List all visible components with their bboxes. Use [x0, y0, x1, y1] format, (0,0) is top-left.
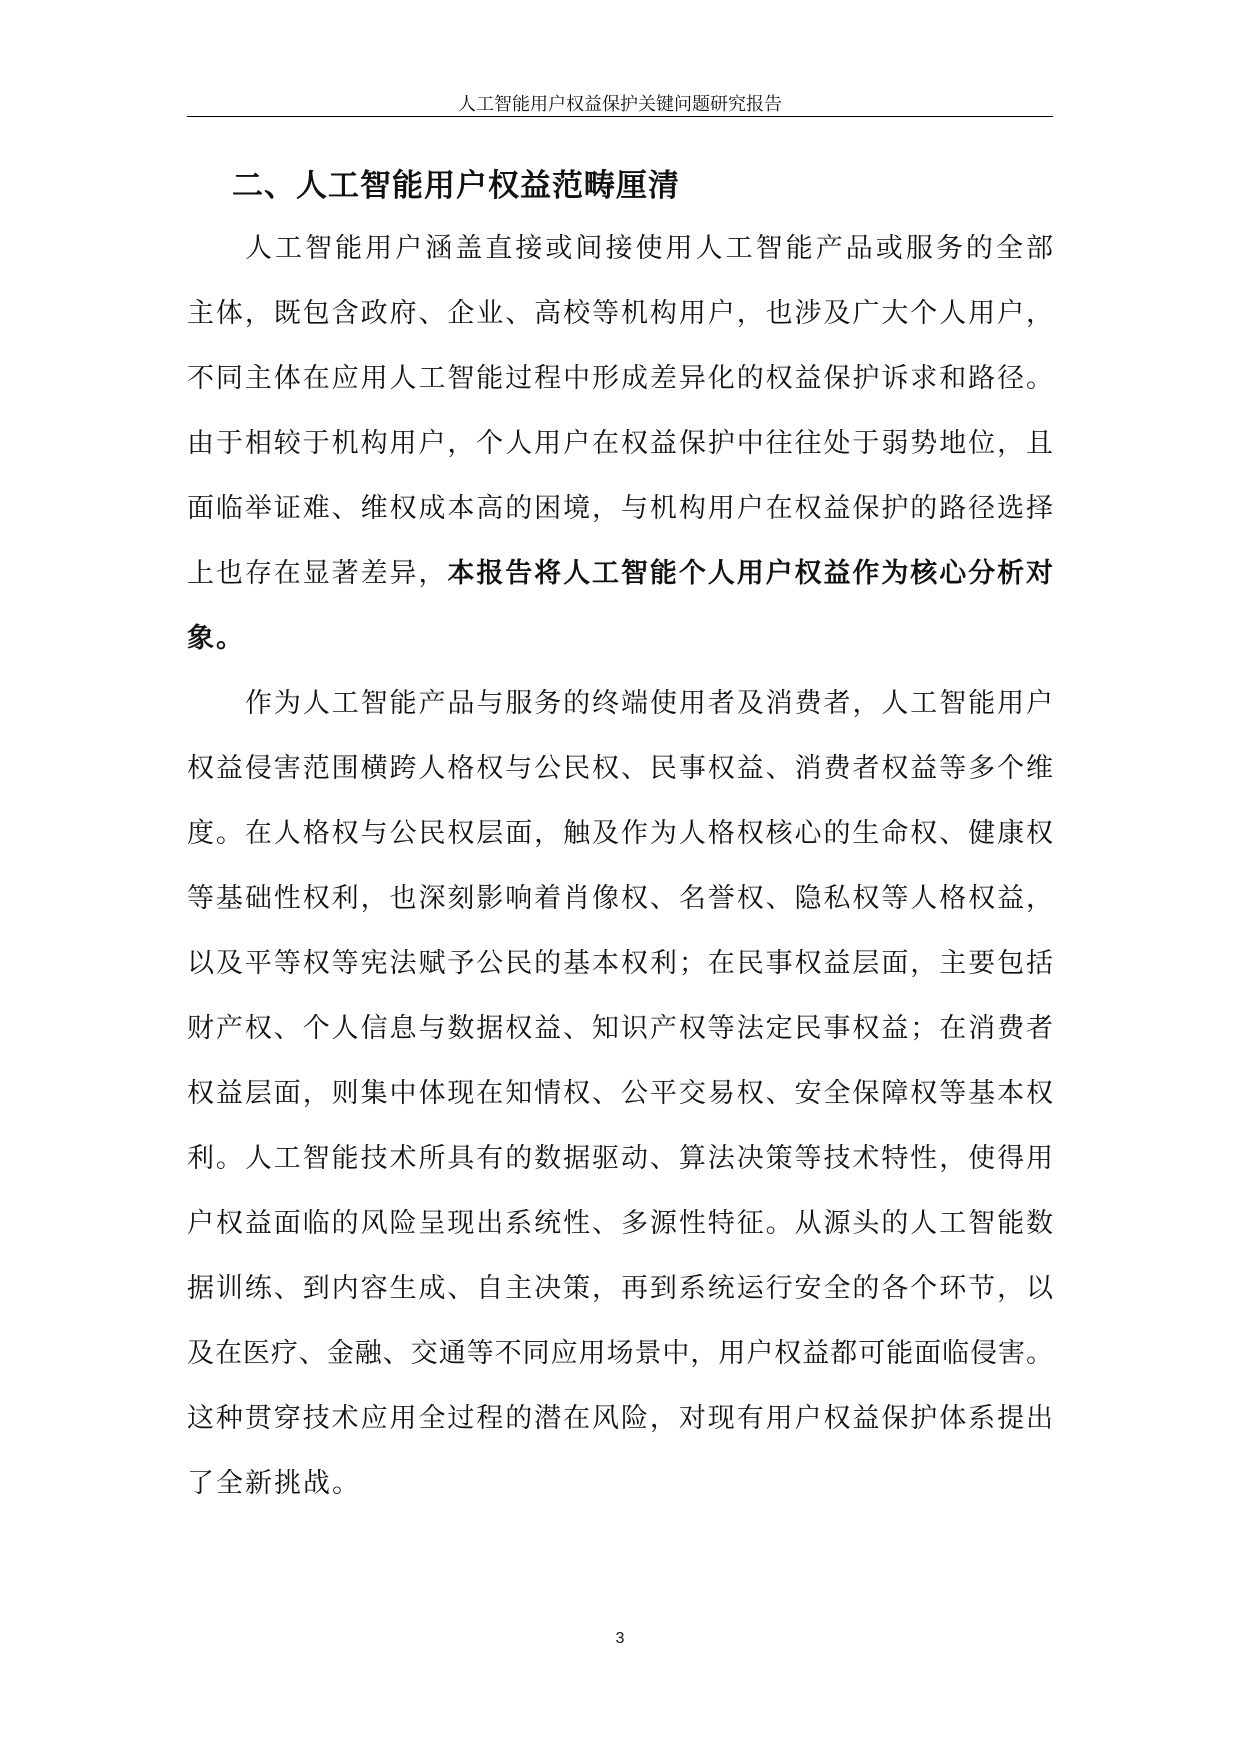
text-line [187, 1256, 1053, 1321]
text-line [187, 1321, 1053, 1386]
page-number: 3 [615, 1630, 625, 1647]
text-line [187, 736, 1053, 801]
text-run: 由于相较于机构用户，个人用户在权益保护中往往处于弱势地位，且 [187, 428, 1053, 459]
section-heading: 二、人工智能用户权益范畴厘清 [232, 168, 680, 204]
text-line [187, 476, 1053, 541]
text-line [187, 671, 1053, 736]
text-run: 据训练、到内容生成、自主决策，再到系统运行安全的各个环节，以 [187, 1273, 1053, 1304]
text-line [187, 1126, 1053, 1191]
text-line [187, 281, 1053, 346]
text-run: 这种贯穿技术应用全过程的潜在风险，对现有用户权益保护体系提出 [187, 1403, 1053, 1434]
text-line [187, 1386, 1053, 1451]
text-line [187, 1191, 1053, 1256]
text-line [187, 1061, 1053, 1126]
text-run: 了全新挑战。 [187, 1468, 361, 1499]
header-divider [187, 116, 1053, 117]
text-line [187, 1451, 1053, 1516]
bold-text: 象。 [187, 623, 245, 654]
text-run: 户权益面临的风险呈现出系统性、多源性特征。从源头的人工智能数 [187, 1208, 1053, 1239]
text-line [187, 411, 1053, 476]
text-line [187, 346, 1053, 411]
text-run: 利。人工智能技术所具有的数据驱动、算法决策等技术特性，使得用 [187, 1143, 1053, 1174]
text-run: 财产权、个人信息与数据权益、知识产权等法定民事权益；在消费者 [187, 1013, 1053, 1044]
text-run: 面临举证难、维权成本高的困境，与机构用户在权益保护的路径选择 [187, 493, 1053, 524]
text-run: 权益层面，则集中体现在知情权、公平交易权、安全保障权等基本权 [187, 1078, 1053, 1109]
text-line [187, 931, 1053, 996]
text-line [187, 541, 1053, 606]
text-line [187, 866, 1053, 931]
text-line [187, 996, 1053, 1061]
text-run: 及在医疗、金融、交通等不同应用场景中，用户权益都可能面临侵害。 [187, 1338, 1053, 1369]
text-run: 度。在人格权与公民权层面，触及作为人格权核心的生命权、健康权 [187, 818, 1053, 849]
text-run: 人工智能用户涵盖直接或间接使用人工智能产品或服务的全部 [245, 233, 1053, 264]
bold-text: 本报告将人工智能个人用户权益作为核心分析对 [447, 558, 1054, 589]
text-run: 以及平等权等宪法赋予公民的基本权利；在民事权益层面，主要包括 [187, 948, 1053, 979]
text-line [187, 216, 1053, 281]
text-run: 等基础性权利，也深刻影响着肖像权、名誉权、隐私权等人格权益， [187, 883, 1053, 914]
running-header: 人工智能用户权益保护关键问题研究报告 [458, 94, 782, 115]
text-run: 主体，既包含政府、企业、高校等机构用户，也涉及广大个人用户， [187, 298, 1053, 329]
text-line [187, 801, 1053, 866]
text-run: 上也存在显著差异， [187, 558, 448, 589]
text-run: 不同主体在应用人工智能过程中形成差异化的权益保护诉求和路径。 [187, 363, 1053, 394]
text-line [187, 606, 1053, 671]
body-text [187, 216, 1053, 1516]
text-run: 权益侵害范围横跨人格权与公民权、民事权益、消费者权益等多个维 [187, 753, 1053, 784]
text-run: 作为人工智能产品与服务的终端使用者及消费者，人工智能用户 [245, 688, 1053, 719]
